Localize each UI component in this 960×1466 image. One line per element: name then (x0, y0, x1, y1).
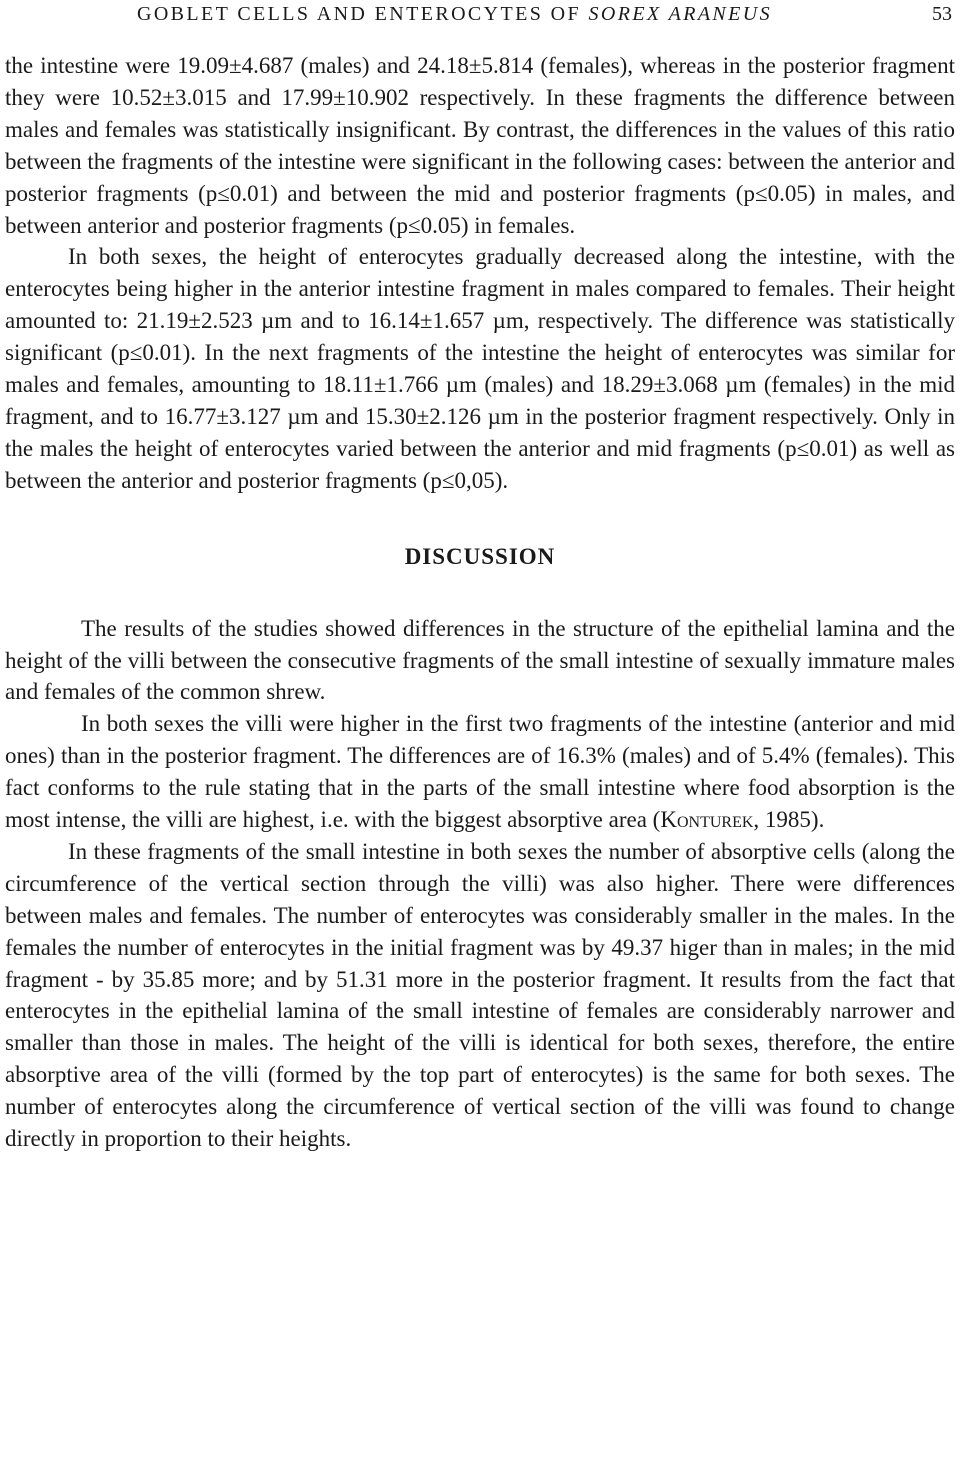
discussion-heading: DISCUSSION (404, 543, 556, 569)
citation-year: , 1985). (753, 807, 825, 833)
discussion-paragraph-2 (5, 708, 955, 836)
running-head (0, 0, 960, 28)
running-title (137, 1, 772, 27)
discussion-paragraph-1: The results of the studies showed differences in the structure of the epithelial lamina and the height of the villi between the consecutive fragments of the small intestine of sexually immature males and females of the common shrew. (5, 615, 955, 705)
running-title-text: GOBLET CELLS AND ENTEROCYTES OF (137, 3, 589, 25)
discussion-paragraph-2-text: In both sexes the villi were higher in the first two fragments of the intestine (anterior and mid ones) than in the posterior fragment. The differences are of 16.3% (males) and of 5.4% (females). This fact conforms to the rule stating that in the parts of the small intestine where food absorption is the most intense, the villi are highest, i.e. with the biggest absorptive area ( (5, 711, 955, 833)
page-number: 53 (932, 3, 952, 25)
citation-author: Konturek (660, 807, 754, 833)
results-paragraph-2: In both sexes, the height of enterocytes gradually decreased along the intestine, with the enterocytes being higher in the anterior intestine fragment in males compared to females. Their height amounted to: 21.19±2.523 µm and to 16.14±1.657 µm, respectively. The difference was statistically significant (p≤0.01). In the next fragments of the intestine the height of enterocytes was similar for males and females, amounting to 18.11±1.766 µm (males) and 18.29±3.068 µm (females) in the mid fragment, and to 16.77±3.127 µm and 15.30±2.126 µm in the posterior fragment respectively. Only in the males the height of enterocytes varied between the anterior and mid fragments (p≤0.01) as well as between the anterior and posterior fragments (p≤0,05). (5, 244, 955, 493)
body-text (5, 50, 955, 1155)
running-title-species: SOREX ARANEUS (588, 3, 773, 25)
results-paragraph-1: the intestine were 19.09±4.687 (males) and 24.18±5.814 (females), whereas in the posterior fragment they were 10.52±3.015 and 17.99±10.902 respectively. In these fragments the difference between males and females was statistically insignificant. By contrast, the differences in the values of this ratio between the fragments of the intestine were significant in the following cases: between the anterior and posterior fragments (p≤0.01) and between the mid and posterior fragments (p≤0.05) in males, and between anterior and posterior fragments (p≤0.05) in females. (5, 53, 955, 238)
discussion-paragraph-3: In these fragments of the small intestine in both sexes the number of absorptive cells (along the circumference of the vertical section through the villi) was also higher. There were differences between males and females. The number of enterocytes was considerably smaller in the males. In the females the number of enterocytes in the initial fragment was by 49.37 higer than in males; in the mid fragment - by 35.85 more; and by 51.31 more in the posterior fragment. It results from the fact that enterocytes in the epithelial lamina of the small intestine of females are considerably narrower and smaller than those in males. The height of the villi is identical for both sexes, therefore, the entire absorptive area of the villi (formed by the top part of enterocytes) is the same for both sexes. The number of enterocytes along the circumference of vertical section of the villi was found to change directly in proportion to their heights. (5, 838, 955, 1152)
